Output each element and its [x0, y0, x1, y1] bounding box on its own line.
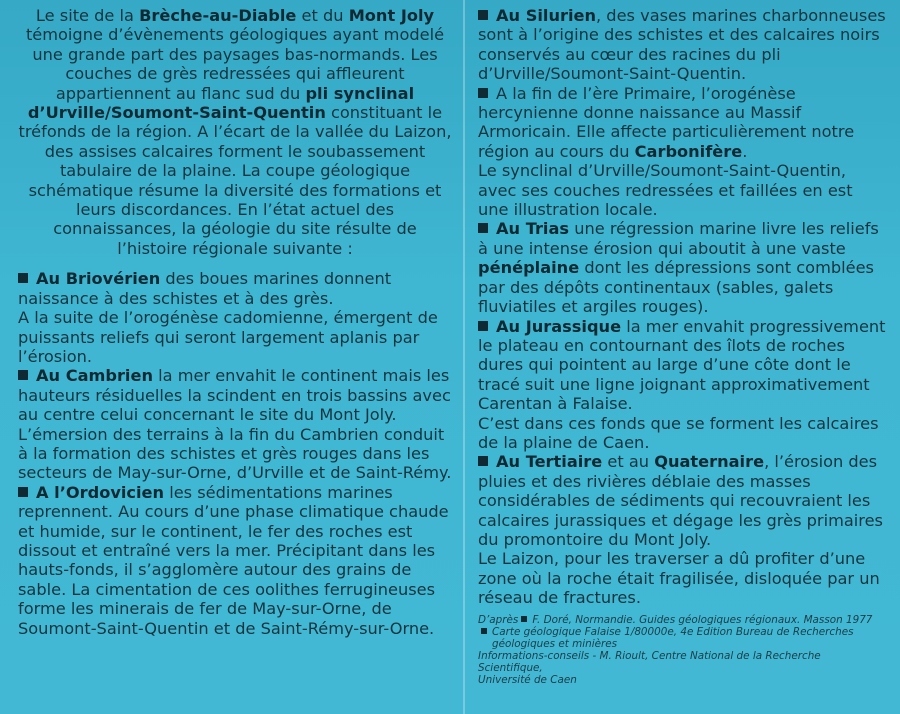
section-text: A la suite de l’orogénèse cadomienne, émergent de puissants reliefs qui seront largement aplanis par l’érosion.	[18, 308, 438, 366]
section-text: dont les dépressions sont comblées par des dépôts continentaux (sables, galets fluviatiles et argiles rouges).	[478, 258, 874, 317]
section-text: C’est dans ces fonds que se forment les calcaires de la plaine de Caen.	[478, 413, 879, 452]
section-text: , l’érosion des pluies et des rivières déblaie des masses considérables de sédiments qui recouvraient les calcaires jurassiques et dégage les grès primaires du promontoire du Mont Joly.	[478, 452, 883, 549]
section-primaire	[478, 84, 888, 162]
section-jurassique	[478, 317, 888, 414]
section-text: la mer envahit le continent mais les hauteurs résiduelles la scindent en trois bassins avec au centre celui concernant le site du Mont Joly. L’émersion des terrains à la fin du Cambrien conduit à la formation des schistes et grès rouges dans les secteurs de May-sur-Orne, d’Urville et de Saint-Rémy.	[18, 366, 452, 483]
section-heading: Au Trias	[496, 219, 570, 239]
section-heading: Au Jurassique	[496, 316, 622, 336]
bullet-square-icon	[481, 628, 487, 634]
bullet-square-icon	[521, 616, 527, 622]
credits-block	[478, 614, 888, 686]
intro-text: témoigne d’évènements géologiques ayant modelé une grande part des paysages bas-normands. Les couches de grès redressées qui affleurent appartiennent au flanc sud du	[25, 25, 445, 103]
site-name-breche: Brèche-au-Diable	[139, 6, 297, 25]
section-text: les sédimentations marines reprennent. Au cours d’une phase climatique chaude et humide, sur le continent, le fer des roches est dissout et entraîné vers la mer. Précipitant dans les hauts-fonds, il s’agglomère autour des grains de sable. La cimentation de ces oolithes ferrugineuses forme les minerais de fer de May-sur-Orne, de Soumont-Saint-Quentin et de Saint-Rémy-sur-Orne.	[18, 482, 449, 638]
section-ordovicien	[18, 483, 452, 638]
column-divider	[463, 0, 465, 714]
section-text: Le synclinal d’Urville/Soumont-Saint-Quentin, avec ses couches redressées et faillées en est une illustration locale.	[478, 161, 853, 220]
section-heading: Quaternaire	[654, 452, 765, 472]
credits-line	[478, 614, 888, 626]
bullet-square-icon	[478, 321, 488, 331]
bullet-square-icon	[478, 88, 488, 98]
section-heading: A l’Ordovicien	[36, 482, 165, 502]
left-column	[18, 6, 452, 638]
section-trias	[478, 219, 888, 316]
section-tertiaire-quaternaire	[478, 452, 888, 549]
credits-text: F. Doré, Normandie. Guides géologiques régionaux. Masson 1977	[532, 613, 873, 626]
credits-line: Université de Caen	[478, 673, 577, 686]
section-text: la mer envahit progressivement le plateau en contournant des îlots de roches dures qui pointent au large d’une côte dont le tracé suit une ligne joignant approximativement Carentan à Falaise.	[478, 316, 886, 414]
credits-line: Informations-conseils - M. Rioult, Centre National de la Recherche Scientifique,	[478, 649, 821, 674]
section-briovérien	[18, 269, 452, 308]
bullet-square-icon	[478, 223, 488, 233]
peneplaine-term: pénéplaine	[478, 258, 580, 278]
section-text: des boues marines donnent naissance à des schistes et à des grès.	[18, 269, 392, 308]
credits-text: Carte géologique Falaise 1/80000e, 4e Edition Bureau de Recherches	[492, 625, 854, 638]
pli-synclinal-term: pli synclinal d’Urville/Soumont-Saint-Quentin	[27, 83, 415, 123]
section-text: .	[742, 141, 748, 161]
bullet-square-icon	[18, 487, 28, 497]
section-text: , des vases marines charbonneuses sont à l’origine des schistes et des calcaires noirs conservés au cœur des racines du pli d’Urville/Soumont-Saint-Quentin.	[478, 6, 886, 84]
section-heading: Au Silurien	[496, 6, 597, 25]
credits-text: D’après	[478, 613, 519, 626]
section-heading: Au Cambrien	[36, 366, 153, 386]
right-column	[478, 6, 888, 686]
section-text: Le Laizon, pour les traverser a dû profiter d’une zone où la roche était fragilisée, disloquée par un réseau de fractures.	[478, 549, 880, 608]
section-text: et au	[602, 452, 655, 472]
intro-text: constituant le tréfonds de la région. A l’écart de la vallée du Laizon, des assises calcaires forment le soubassement tabulaire de la plaine. La coupe géologique schématique résume la diversité des formations et leurs discordances. En l’état actuel des connaissances, la géologie du site résulte de l’histoire régionale suivante :	[18, 103, 452, 258]
section-text: une régression marine livre les reliefs à une intense érosion qui aboutit à une vaste	[478, 219, 879, 258]
section-text: A la fin de l’ère Primaire, l’orogénèse hercynienne donne naissance au Massif Armoricain. Elle affecte particulièrement notre région au cours du	[478, 83, 855, 161]
bullet-square-icon	[478, 10, 488, 20]
credits-line: géologiques et minières	[492, 637, 618, 650]
carbonifere-term: Carbonifère	[634, 141, 743, 161]
intro-text: et du	[296, 6, 349, 25]
section-silurien	[478, 6, 888, 84]
intro-text: Le site de la	[35, 6, 140, 25]
intro-paragraph	[18, 6, 452, 258]
section-heading: Au Briovérien	[36, 269, 161, 289]
bullet-square-icon	[478, 456, 488, 466]
credits-line	[478, 626, 888, 638]
bullet-square-icon	[18, 370, 28, 380]
site-name-mont-joly: Mont Joly	[348, 6, 435, 25]
bullet-square-icon	[18, 273, 28, 283]
section-cambrien	[18, 366, 452, 482]
section-heading: Au Tertiaire	[496, 452, 603, 472]
